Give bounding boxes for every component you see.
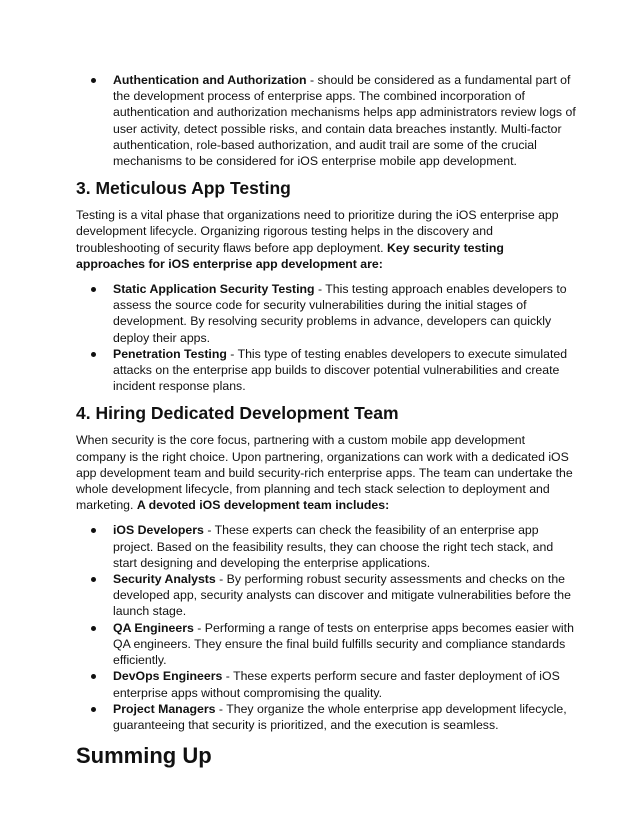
list-item [76, 281, 576, 346]
list-item-desc: - By performing robust security assessments and checks on the developed app, security analysts can discover and mitigate vulnerabilities before the launch stage. [113, 572, 571, 619]
list-item-term: Security Analysts [113, 572, 216, 587]
list-item [76, 522, 576, 571]
list-item-desc: - This testing approach enables developers to assess the source code for security vulnerabilities during the initial stages of development. By resolving security problems in advance, developers can quickly deploy their apps. [113, 282, 567, 345]
testing-bullet-list [76, 281, 576, 394]
list-item [76, 346, 576, 395]
list-item-desc: - Performing a range of tests on enterprise apps becomes easier with QA engineers. They ensure the final build fulfills security and compliance standards efficiently. [113, 620, 574, 668]
list-item-term: Project Managers [113, 701, 216, 716]
bullet-icon [91, 674, 96, 679]
bullet-icon [91, 626, 96, 631]
summing-up-heading: Summing Up [76, 743, 212, 769]
list-item-term: iOS Developers [113, 523, 204, 538]
list-item-term: DevOps Engineers [113, 669, 223, 684]
list-item-desc: - should be considered as a fundamental part of the development process of enterprise apps. The combined incorporation of authentication and authorization mechanisms helps app administrators review logs of user activity, detect possible risks, and contain data breaches instantly. Multi-factor authentication, role-based authorization, and audit trail are some of the crucial mechanisms to be considered for iOS enterprise mobile app development. [113, 73, 576, 169]
section-heading-dedicated-team: 4. Hiring Dedicated Development Team [76, 403, 399, 424]
paragraph-bold-text: A devoted iOS development team includes: [136, 498, 390, 513]
list-item-term: QA Engineers [113, 620, 194, 635]
bullet-icon [91, 287, 96, 292]
paragraph-text: When security is the core focus, partnering with a custom mobile app development company is the right choice. Upon partnering, organizations can work with a dedicated iOS app development team and build security-rich enterprise apps. The team can undertake the whole development lifecycle, from planning and tech stack selection to deployment and marketing. [76, 433, 573, 513]
bullet-icon [91, 707, 96, 712]
list-item [76, 620, 576, 669]
bullet-icon [91, 78, 96, 83]
list-item [76, 72, 576, 169]
section-heading-app-testing: 3. Meticulous App Testing [76, 178, 291, 199]
bullet-icon [91, 577, 96, 582]
bullet-icon [91, 352, 96, 357]
auth-bullet-list [76, 72, 576, 169]
paragraph-text: Testing is a vital phase that organizations need to prioritize during the iOS enterprise app development lifecycle. Organizing rigorous testing helps in the discovery and troubleshooting of security flaws before app deployment. [76, 208, 559, 255]
paragraph-bold-text: Key security testing approaches for iOS enterprise app development are: [76, 240, 504, 271]
bullet-icon [91, 528, 96, 533]
list-item-term: Authentication and Authorization [113, 73, 307, 87]
list-item-desc: - This type of testing enables developers to execute simulated attacks on the enterprise app builds to discover potential vulnerabilities and create incident response plans. [113, 346, 568, 394]
document-page [76, 72, 576, 769]
list-item [76, 668, 576, 700]
section-paragraph-dedicated-team [76, 432, 576, 513]
list-item [76, 571, 576, 620]
list-item-desc: - They organize the whole enterprise app development lifecycle, guaranteeing that security is prioritized, and the execution is seamless. [113, 701, 567, 732]
team-bullet-list [76, 522, 576, 733]
list-item [76, 701, 576, 733]
list-item-term: Static Application Security Testing [113, 282, 315, 297]
list-item-term: Penetration Testing [113, 346, 227, 361]
list-item-desc: - These experts can check the feasibility of an enterprise app project. Based on the feasibility results, they can choose the right tech stack, and start designing and developing the enterprise applications. [113, 523, 554, 570]
section-paragraph-app-testing [76, 207, 576, 272]
list-item-desc: - These experts perform secure and faster deployment of iOS enterprise apps without compromising the quality. [113, 669, 560, 700]
